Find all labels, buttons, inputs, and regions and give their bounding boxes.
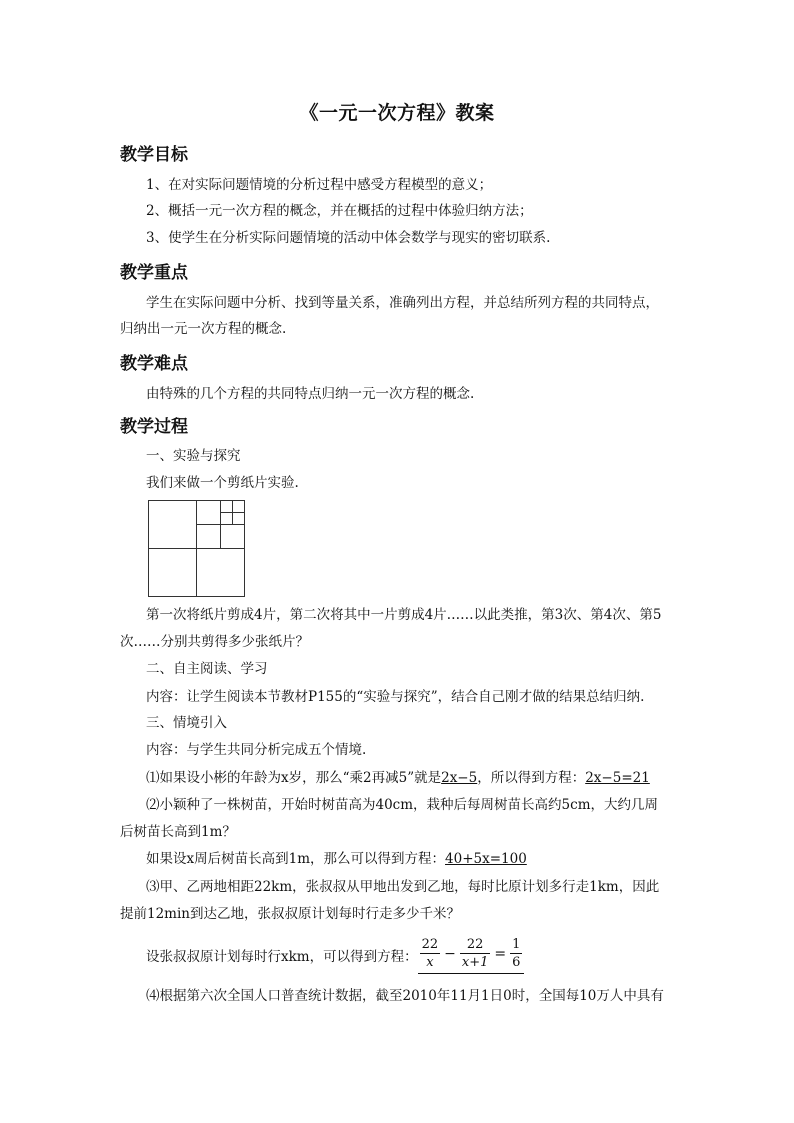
goal-1: 1、在对实际问题情境的分析过程中感受方程模型的意义； [146, 177, 493, 193]
part3-text: 内容：与学生共同分析完成五个情境. [146, 742, 367, 758]
scenario-3-answer [146, 936, 524, 974]
heading-difficult: 教学难点 [120, 354, 188, 374]
fraction-1-over-6: $\frac{1}{6}$ [512, 937, 521, 970]
difficult-line: 由特殊的几个方程的共同特点归纳一元一次方程的概念. [146, 386, 475, 402]
key-line-1: 学生在实际问题中分析、找到等量关系，准确列出方程，并总结所列方程的共同特点， [146, 295, 659, 311]
paper-cutting-figure [148, 500, 246, 598]
scenario-3-equation [418, 936, 525, 974]
part1-heading: 一、实验与探究 [146, 448, 241, 464]
scenario-2-line-2: 后树苗长高到1m？ [120, 824, 236, 840]
scenario-3-answer-pre: 设张叔叔原计划每时行xkm，可以得到方程： [146, 949, 418, 965]
minus-sign: − [444, 945, 456, 962]
part3-heading: 三、情境引入 [146, 715, 227, 731]
scenario-1-mid: ，所以得到方程： [477, 770, 586, 786]
page-title: 《一元一次方程》教案 [299, 102, 495, 124]
heading-key: 教学重点 [120, 263, 188, 283]
scenario-1-pre: ⑴如果设小彬的年龄为x岁，那么“乘2再减5”就是 [146, 770, 442, 786]
scenario-2-answer [146, 850, 527, 869]
scenario-4-line-1: ⑷根据第六次全国人口普查统计数据，截至2010年11月1日0时，全国每10万人中具有 [146, 988, 664, 1004]
scenario-2-line-1: ⑵小颖种了一株树苗，开始时树苗高为40cm，栽种后每周树苗长高约5cm，大约几周 [146, 797, 658, 813]
scenario-1 [146, 769, 650, 788]
heading-process: 教学过程 [120, 417, 188, 437]
scenario-3-line-2: 提前12min到达乙地，张叔叔原计划每时行走多少千米？ [120, 906, 460, 922]
part2-heading: 二、自主阅读、学习 [146, 661, 268, 677]
part1-text: 我们来做一个剪纸片实验. [146, 475, 299, 491]
goal-3: 3、使学生在分析实际问题情境的活动中体会数学与现实的密切联系. [146, 230, 551, 246]
equals-sign: = [494, 945, 507, 962]
heading-goals: 教学目标 [120, 145, 188, 165]
key-line-2: 归纳出一元一次方程的概念. [120, 321, 287, 337]
scenario-2-equation: 40+5x=100 [445, 851, 527, 867]
fraction-22-over-x-plus-1: $\frac{22}{x+1}$ [461, 937, 489, 970]
goal-2: 2、概括一元一次方程的概念，并在概括的过程中体验归纳方法； [146, 203, 533, 219]
scenario-2-answer-pre: 如果设x周后树苗长高到1m，那么可以得到方程： [146, 851, 446, 867]
cut-line-1: 第一次将纸片剪成4片，第二次将其中一片剪成4片……以此类推，第3次、第4次、第5 [146, 607, 662, 623]
cut-line-2: 次……分别共剪得多少张纸片？ [120, 634, 309, 650]
part2-text: 内容：让学生阅读本节教材P155的“实验与探究”，结合自己刚才做的结果总结归纳. [146, 689, 645, 705]
scenario-1-expr: 2x−5 [441, 770, 478, 786]
scenario-1-equation: 2x−5=21 [585, 770, 650, 786]
scenario-3-line-1: ⑶甲、乙两地相距22km，张叔叔从甲地出发到乙地，每时比原计划多行走1km，因此 [146, 879, 660, 895]
fraction-22-over-x: $\frac{22}{x}$ [421, 937, 439, 970]
